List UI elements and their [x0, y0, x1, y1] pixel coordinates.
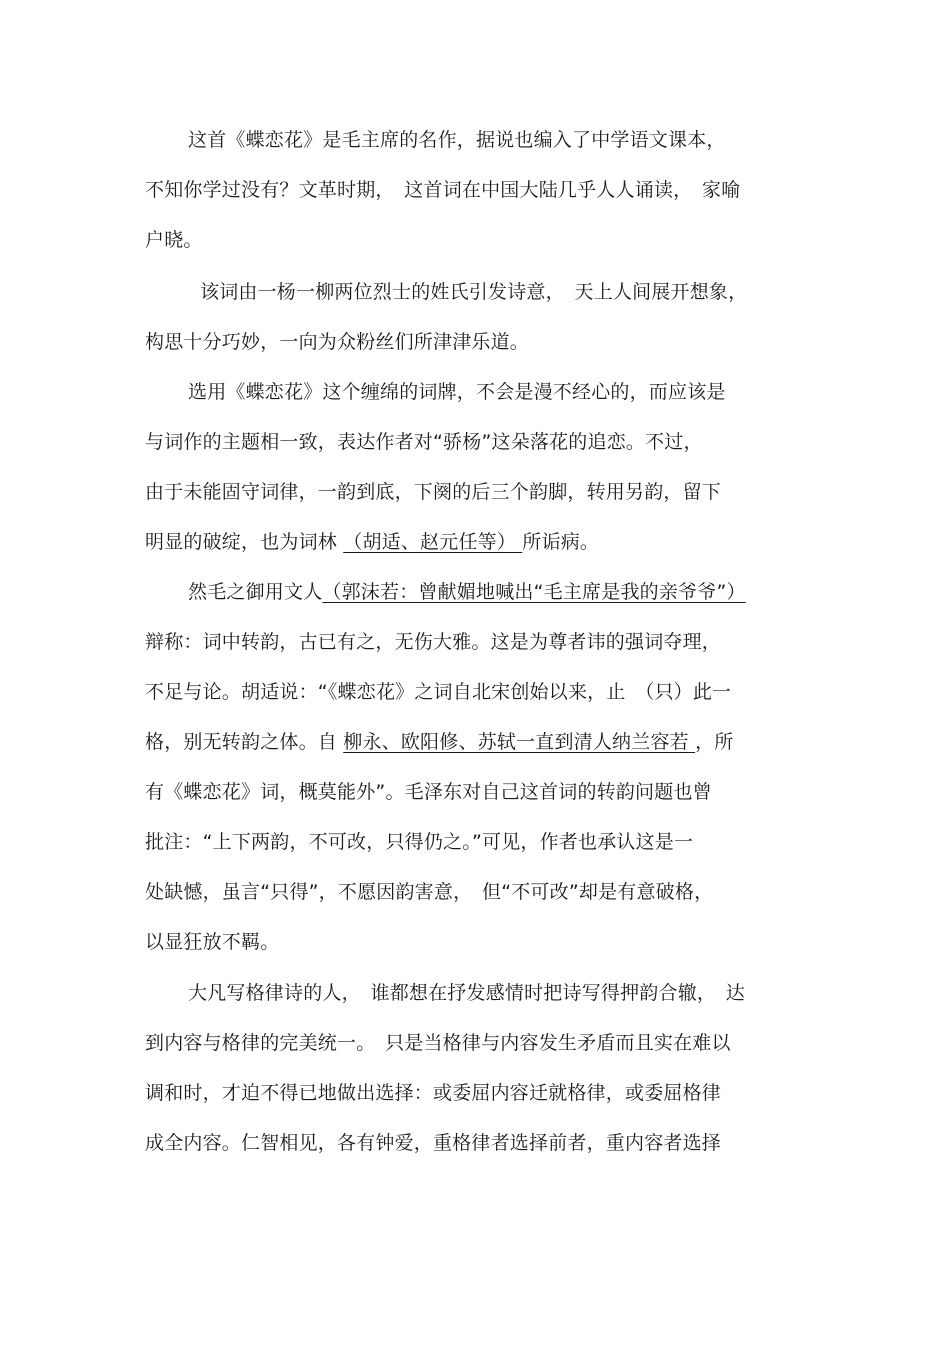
text-segment: 不知你学过没有？文革时期， 这首词在中国大陆几乎人人诵读， 家喻 [145, 179, 741, 201]
text-segment: 处缺憾，虽言“只得”，不愿因韵害意， 但“不可改”却是有意破格， [145, 881, 714, 903]
text-line [188, 367, 815, 417]
text-segment: 然毛之御用文人 [188, 581, 323, 603]
text-line [188, 115, 815, 165]
text-segment: 辩称：词中转韵，古已有之，无伤大雅。这是为尊者讳的强词夺理， [145, 631, 722, 653]
text-line [145, 165, 815, 215]
text-line [145, 1068, 815, 1118]
text-segment: 有《蝶恋花》词，概莫能外”。毛泽东对自己这首词的转韵问题也曾 [145, 781, 712, 803]
text-segment: 所诟病。 [522, 531, 600, 553]
text-line [200, 267, 815, 317]
underlined-text: （胡适、赵元任等） [343, 531, 523, 553]
text-line [188, 968, 815, 1018]
text-segment: 批注：“上下两韵，不可改，只得仍之。”可见，作者也承认这是一 [145, 831, 694, 853]
text-segment: 由于未能固守词律，一韵到底，下阕的后三个韵脚，转用另韵，留下 [145, 481, 722, 503]
text-segment: 选用《蝶恋花》这个缠绵的词牌，不会是漫不经心的，而应该是 [188, 381, 726, 403]
text-line [145, 417, 815, 467]
text-segment: 不足与论。胡适说：“《蝶恋花》之词自北宋创始以来，止 （只）此一 [145, 681, 732, 703]
text-line [188, 567, 815, 617]
text-segment: 明显的破绽，也为词林 [145, 531, 344, 553]
text-line [145, 617, 815, 667]
text-segment: 以显狂放不羁。 [145, 931, 280, 953]
text-line [145, 467, 815, 517]
text-segment: 到内容与格律的完美统一。 只是当格律与内容发生矛盾而且实在难以 [145, 1032, 731, 1054]
text-segment: 与词作的主题相一致，表达作者对“骄杨”这朵落花的追恋。不过， [145, 431, 703, 453]
text-line [145, 215, 815, 265]
text-segment: 这首《蝶恋花》是毛主席的名作，据说也编入了中学语文课本， [188, 129, 726, 151]
text-line [145, 817, 815, 867]
text-line [145, 917, 815, 967]
underlined-text: 柳永、欧阳修、苏轼一直到清人纳兰容若 [343, 731, 696, 753]
text-segment: 调和时，才迫不得已地做出选择：或委屈内容迁就格律，或委屈格律 [145, 1082, 722, 1104]
text-segment: 格，别无转韵之体。自 [145, 731, 344, 753]
text-line [145, 517, 815, 567]
text-line [145, 667, 815, 717]
text-line [145, 1018, 815, 1068]
text-line [145, 717, 815, 767]
text-line [145, 1118, 815, 1168]
text-segment: 成全内容。仁智相见，各有钟爱，重格律者选择前者，重内容者选择 [145, 1132, 722, 1154]
text-line [145, 317, 815, 367]
text-segment: 大凡写格律诗的人， 谁都想在抒发感情时把诗写得押韵合辙， 达 [188, 982, 746, 1004]
text-line [145, 767, 815, 817]
text-segment: 户晓。 [145, 229, 203, 251]
underlined-text: （郭沫若：曾献媚地喊出“毛主席是我的亲爷爷”） [322, 581, 746, 603]
text-line [145, 867, 815, 917]
text-segment: 构思十分巧妙，一向为众粉丝们所津津乐道。 [145, 331, 530, 353]
text-segment: ，所 [695, 731, 734, 753]
text-segment: 该词由一杨一柳两位烈士的姓氏引发诗意， 天上人间展开想象， [200, 281, 748, 303]
